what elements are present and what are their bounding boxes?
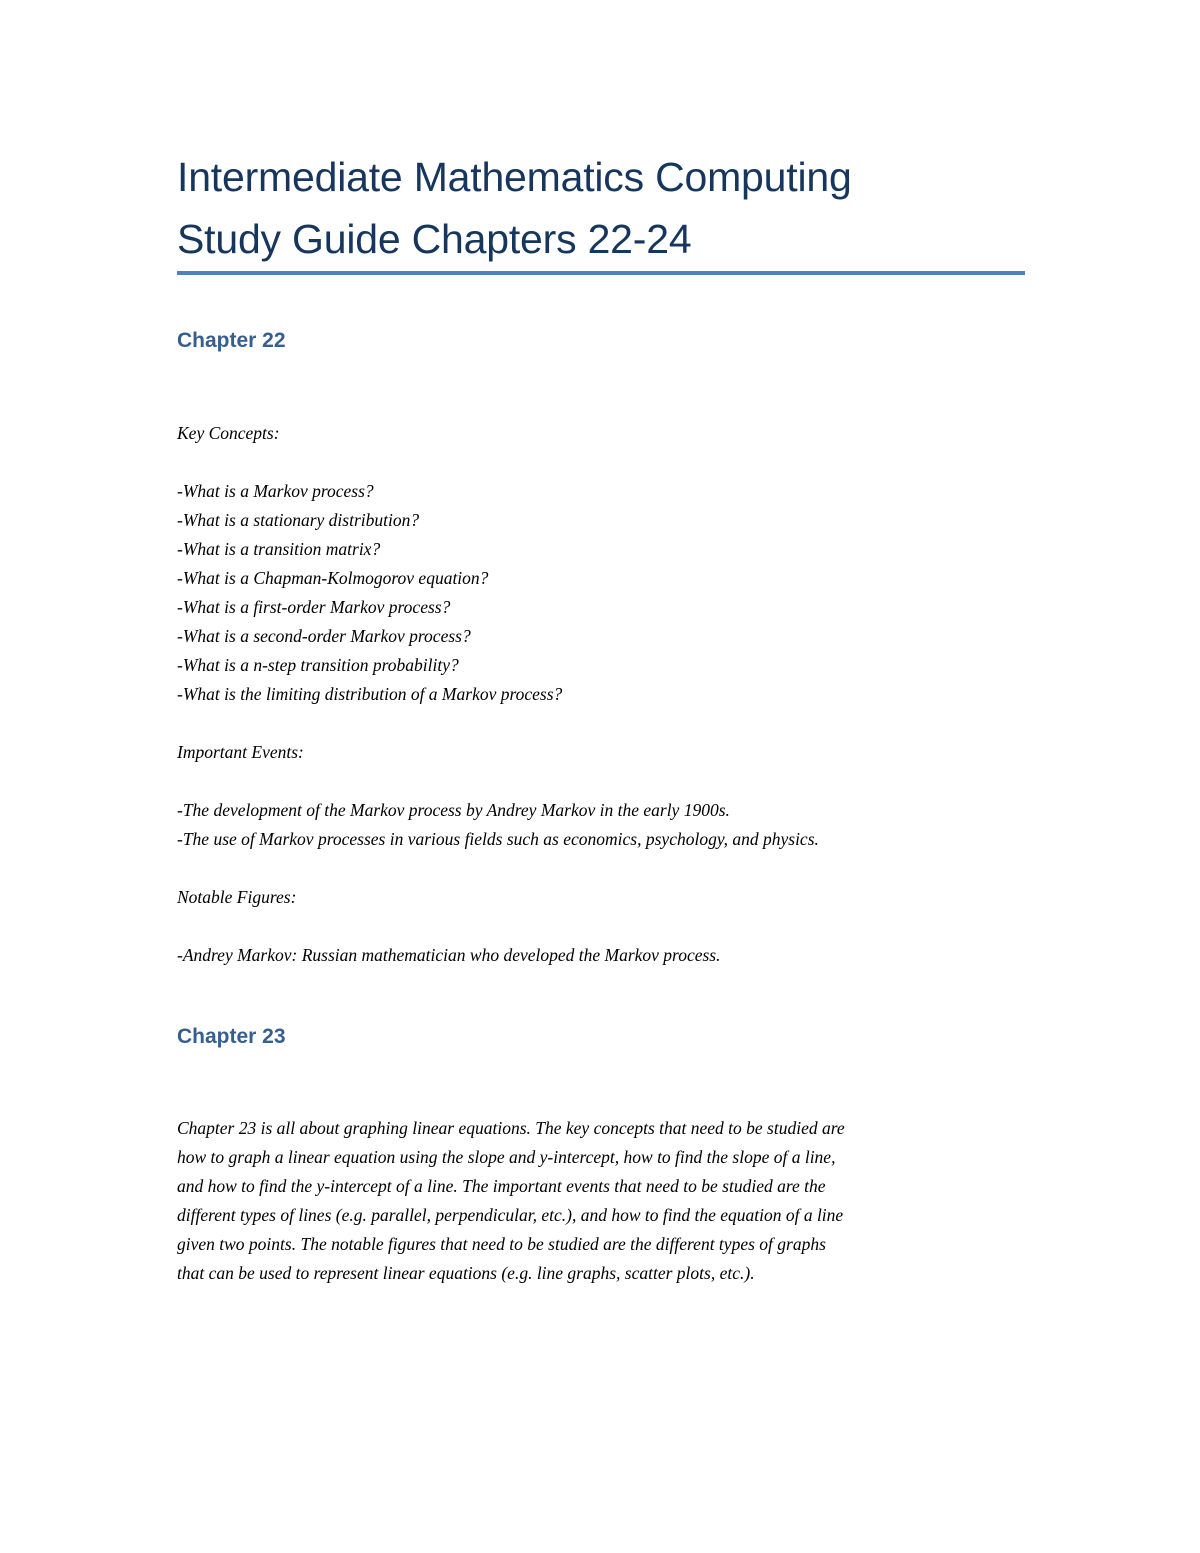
spacer xyxy=(177,854,1025,883)
key-concept-item: -What is a second-order Markov process? xyxy=(177,626,471,646)
notable-figure-item: -Andrey Markov: Russian mathematician who developed the Markov process. xyxy=(177,945,721,965)
document-title xyxy=(177,146,1025,270)
paragraph-line: and how to find the y-intercept of a line. The important events that need to be studied are the xyxy=(177,1176,826,1196)
paragraph-line: different types of lines (e.g. parallel, perpendicular, etc.), and how to find the equation of a line xyxy=(177,1205,844,1225)
document-title-line-1: Intermediate Mathematics Computing xyxy=(177,154,852,200)
key-concept-item: -What is a first-order Markov process? xyxy=(177,597,451,617)
important-event-item: -The development of the Markov process by Andrey Markov in the early 1900s. xyxy=(177,800,730,820)
document-title-line-2: Study Guide Chapters 22-24 xyxy=(177,216,692,262)
important-event-item: -The use of Markov processes in various fields such as economics, psychology, and physics. xyxy=(177,829,819,849)
spacer xyxy=(177,912,1025,941)
spacer xyxy=(177,448,1025,477)
chapter-23-heading: Chapter 23 xyxy=(177,1025,286,1048)
key-concept-item: -What is a transition matrix? xyxy=(177,539,381,559)
key-concepts-label: Key Concepts: xyxy=(177,423,280,443)
paragraph-line: Chapter 23 is all about graphing linear equations. The key concepts that need to be studied are xyxy=(177,1118,845,1138)
spacer xyxy=(177,709,1025,738)
title-underline-divider xyxy=(177,271,1025,275)
key-concept-item: -What is a n-step transition probability? xyxy=(177,655,459,675)
paragraph-line: that can be used to represent linear equations (e.g. line graphs, scatter plots, etc.). xyxy=(177,1263,755,1283)
key-concept-item: -What is a Chapman-Kolmogorov equation? xyxy=(177,568,489,588)
important-events-label: Important Events: xyxy=(177,742,304,762)
chapter-23-paragraph xyxy=(177,1114,1025,1288)
key-concept-item: -What is the limiting distribution of a Markov process? xyxy=(177,684,563,704)
chapter-22-content xyxy=(177,419,1025,970)
key-concept-item: -What is a Markov process? xyxy=(177,481,374,501)
document-page xyxy=(177,0,1025,1553)
paragraph-line: given two points. The notable figures that need to be studied are the different types of graphs xyxy=(177,1234,826,1254)
key-concept-item: -What is a stationary distribution? xyxy=(177,510,420,530)
notable-figures-label: Notable Figures: xyxy=(177,887,297,907)
chapter-22-heading: Chapter 22 xyxy=(177,329,286,352)
spacer xyxy=(177,767,1025,796)
paragraph-line: how to graph a linear equation using the slope and y-intercept, how to find the slope of a line, xyxy=(177,1147,836,1167)
